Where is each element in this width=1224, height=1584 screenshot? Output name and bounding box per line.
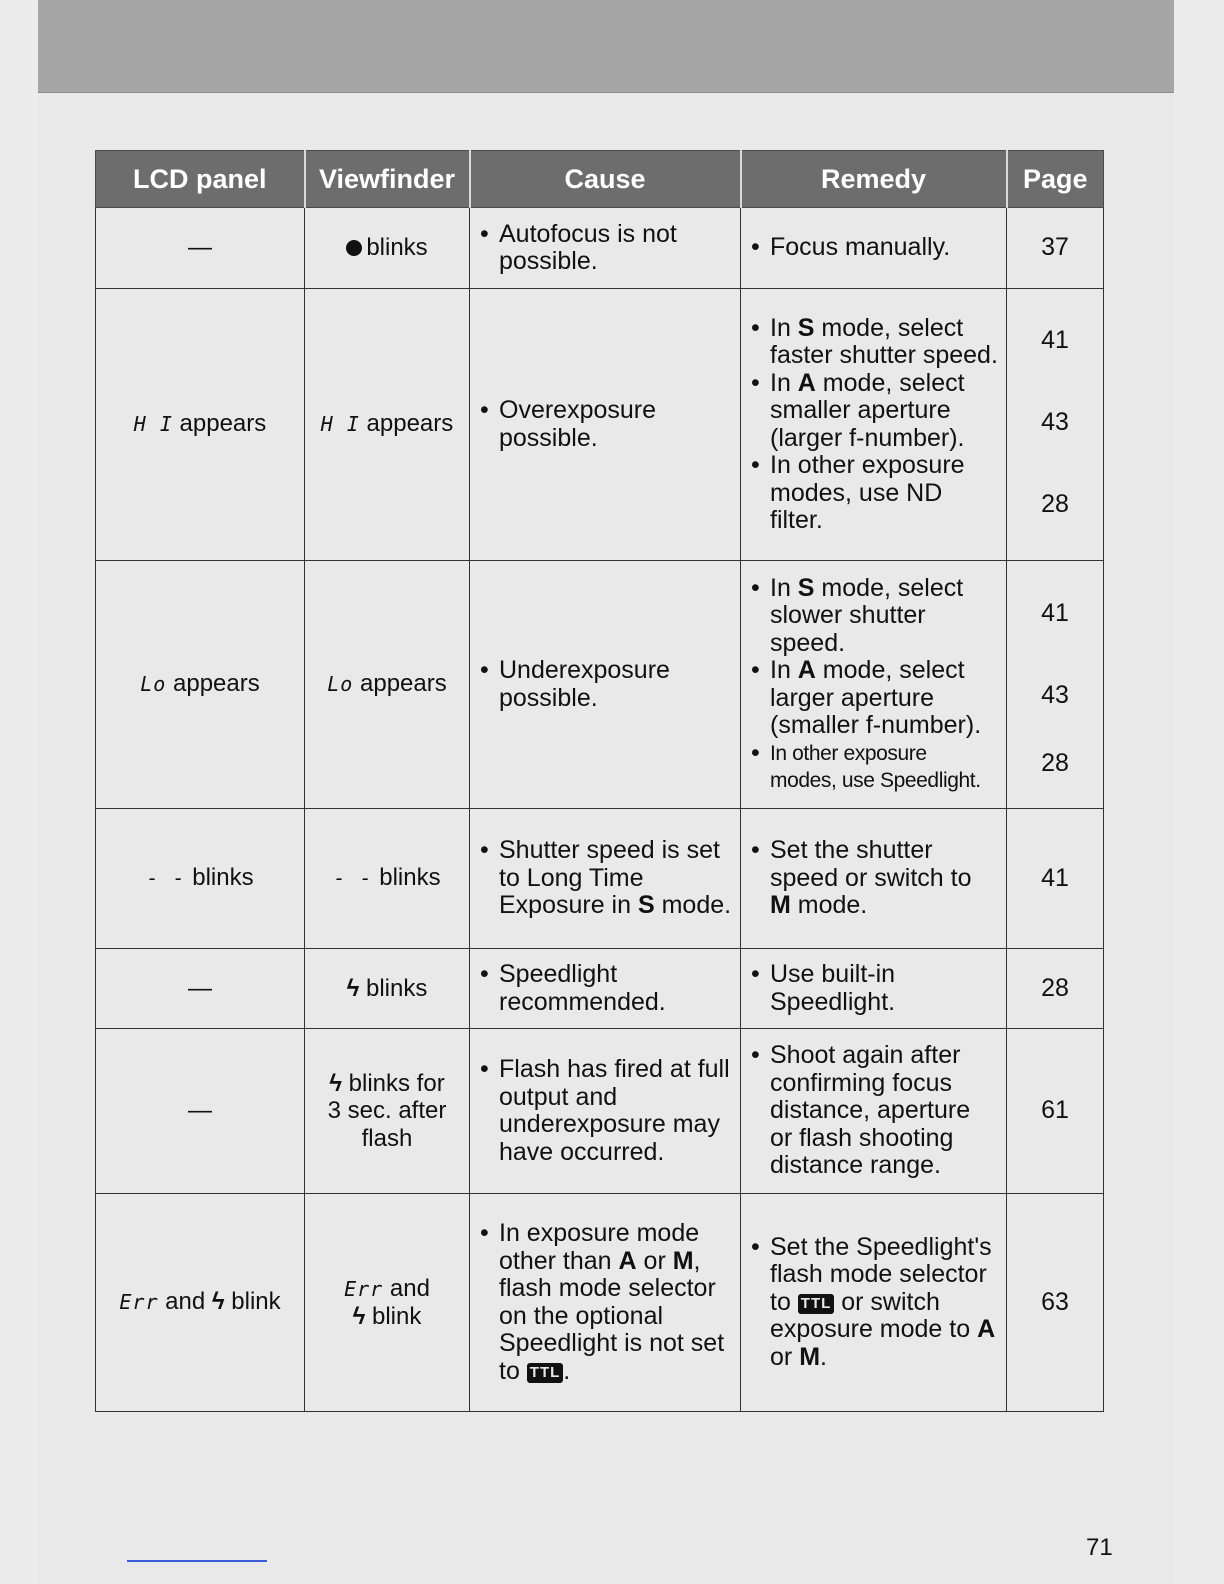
viewfinder-err-symbol: Err [344, 1276, 384, 1301]
lcd-cell [96, 809, 305, 949]
remedy-text [770, 370, 998, 453]
page-cell [1007, 1194, 1104, 1412]
remedy-text [770, 657, 998, 740]
cause-text-part: Shutter speed is set to Long Time Exposure in [499, 836, 720, 920]
remedy-text [770, 1234, 998, 1372]
remedy-text [770, 837, 998, 920]
viewfinder-text: flash [361, 1124, 413, 1152]
cause-text-part: In exposure mode other than [499, 1219, 700, 1275]
page-number: 63 [1041, 1287, 1069, 1316]
remedy-text-part: In [770, 656, 798, 684]
viewfinder-cell [305, 561, 470, 809]
lcd-dash-symbol: - - [146, 866, 186, 891]
page-cell [1007, 1029, 1104, 1194]
remedy-text-part: mode, select faster shutter speed. [770, 313, 998, 369]
remedy-cell [741, 809, 1007, 949]
table-row [96, 561, 1104, 809]
remedy-cell [741, 1194, 1007, 1412]
mode-letter: M [672, 1246, 694, 1275]
table-row [96, 809, 1104, 949]
focus-indicator-dot-icon [346, 240, 362, 256]
page-number: 41 [1041, 863, 1069, 892]
lcd-text: blink [231, 1288, 281, 1316]
viewfinder-hi-symbol: H I [320, 412, 360, 437]
bullet-icon: • [480, 656, 489, 684]
column-header-remedy: Remedy [741, 151, 1007, 208]
bullet-icon: • [480, 960, 489, 988]
remedy-text-part: In [770, 368, 798, 397]
flash-icon: ϟ [346, 974, 360, 1002]
cause-text: Overexposure possible. [499, 396, 657, 452]
remedy-text-part: or switch exposure mode to [770, 1287, 978, 1344]
lcd-cell [96, 949, 305, 1029]
viewfinder-text: appears [366, 410, 454, 438]
remedy-cell [741, 289, 1007, 561]
bullet-icon: • [751, 313, 760, 342]
remedy-text [770, 575, 998, 658]
header-band [38, 0, 1174, 93]
mode-letter: S [797, 573, 815, 602]
troubleshooting-table [95, 150, 1104, 1412]
remedy-text: Focus manually. [770, 233, 951, 262]
cause-text: Underexposure possible. [499, 656, 670, 712]
page-number: 41 [1041, 326, 1069, 354]
remedy-text-part: or [770, 1342, 800, 1371]
bullet-icon: • [751, 1232, 760, 1261]
viewfinder-text: 3 sec. after [327, 1097, 447, 1125]
bullet-icon: • [751, 1041, 760, 1070]
ttl-icon: TTL [527, 1363, 564, 1383]
remedy-text-part: Set the shutter speed or switch to [770, 836, 972, 892]
lcd-cell [96, 561, 305, 809]
mode-letter: A [618, 1246, 637, 1275]
bullet-icon: • [480, 396, 489, 424]
table-row [96, 1194, 1104, 1412]
table-row [96, 289, 1104, 561]
viewfinder-lo-symbol: Lo [327, 672, 354, 697]
remedy-text [770, 315, 998, 370]
remedy-text-part: . [820, 1342, 827, 1371]
bullet-icon: • [480, 1055, 489, 1083]
remedy-text-part: In [770, 573, 798, 602]
cause-text [499, 837, 732, 920]
table-header-row [96, 151, 1104, 208]
viewfinder-text: and [389, 1274, 430, 1302]
page-number: 41 [1041, 599, 1069, 627]
column-header-cause: Cause [470, 151, 741, 208]
page-cell [1007, 289, 1104, 561]
page-folio-number: 71 [1086, 1534, 1113, 1561]
lcd-text: — [188, 974, 212, 1002]
page-cell [1007, 561, 1104, 809]
table-row [96, 1029, 1104, 1194]
cause-cell [470, 208, 741, 289]
cause-cell [470, 289, 741, 561]
remedy-cell [741, 1029, 1007, 1194]
mode-letter: A [797, 368, 816, 397]
page-number: 43 [1041, 681, 1069, 709]
cause-text-part: . [563, 1356, 571, 1385]
cause-cell [470, 1029, 741, 1194]
remedy-text: In other exposure modes, use Speedlight. [770, 741, 981, 792]
remedy-text-part: Set the Speedlight's flash mode selector to [770, 1232, 992, 1316]
remedy-text: Use built-in Speedlight. [770, 960, 896, 1016]
bullet-icon: • [480, 219, 489, 248]
page-number: 28 [1041, 749, 1069, 777]
page-number: 37 [1041, 233, 1069, 262]
lcd-err-symbol: Err [119, 1290, 159, 1315]
page-cell [1007, 809, 1104, 949]
cause-text: Speedlight recommended. [499, 960, 666, 1016]
cause-text-part: , flash mode selector on the optional Speedlight is not set to [499, 1246, 725, 1385]
viewfinder-cell [305, 289, 470, 561]
cause-cell [470, 561, 741, 809]
bullet-icon: • [480, 836, 489, 865]
lcd-text: — [188, 234, 212, 262]
lcd-lo-symbol: Lo [140, 672, 167, 697]
footer-rule [127, 1560, 267, 1562]
remedy-text: Shoot again after confirming focus distance, aperture or flash shooting distance range. [770, 1041, 971, 1180]
page-number: 28 [1041, 973, 1069, 1002]
column-header-lcd-panel: LCD panel [96, 151, 305, 208]
lcd-text: appears [173, 670, 260, 698]
lcd-text: appears [179, 410, 267, 438]
remedy-cell [741, 208, 1007, 289]
page-number: 43 [1041, 408, 1069, 436]
viewfinder-dash-symbol: - - [333, 866, 373, 891]
bullet-icon: • [751, 960, 760, 988]
lcd-text: — [188, 1097, 212, 1125]
mode-letter: S [637, 891, 655, 920]
cause-text-part: mode. [654, 891, 732, 920]
page-cell [1007, 208, 1104, 289]
column-header-viewfinder: Viewfinder [305, 151, 470, 208]
cause-text: Flash has fired at full output and underexposure may have occurred. [499, 1055, 730, 1166]
lcd-hi-symbol: H I [133, 412, 173, 437]
lcd-text: and [165, 1288, 206, 1316]
lcd-cell [96, 208, 305, 289]
flash-icon: ϟ [329, 1069, 342, 1097]
viewfinder-text: blinks [366, 234, 428, 262]
remedy-text-part: mode. [790, 891, 868, 920]
table-row [96, 208, 1104, 289]
bullet-icon: • [751, 738, 760, 767]
viewfinder-text: blinks for [348, 1069, 445, 1097]
remedy-cell [741, 561, 1007, 809]
viewfinder-text: blink [372, 1303, 422, 1330]
page-number: 61 [1041, 1096, 1069, 1125]
remedy-text-part: mode, select smaller aperture (larger f-number). [770, 368, 965, 452]
flash-icon: ϟ [352, 1303, 366, 1330]
lcd-cell [96, 1029, 305, 1194]
viewfinder-text: appears [360, 670, 447, 698]
viewfinder-text: blinks [379, 864, 441, 892]
bullet-icon: • [480, 1219, 489, 1247]
remedy-text-part: mode, select larger aperture (smaller f-number). [770, 656, 982, 739]
lcd-cell [96, 289, 305, 561]
mode-letter: A [977, 1315, 996, 1344]
bullet-icon: • [751, 573, 760, 602]
viewfinder-cell [305, 1029, 470, 1194]
bullet-icon: • [751, 656, 760, 684]
lcd-text: blinks [192, 864, 254, 892]
viewfinder-text: blinks [366, 974, 428, 1002]
cause-cell [470, 949, 741, 1029]
mode-letter: S [797, 313, 815, 342]
ttl-icon: TTL [798, 1294, 835, 1314]
cause-cell [470, 809, 741, 949]
viewfinder-cell [305, 949, 470, 1029]
remedy-text-part: In [770, 313, 798, 342]
cause-text: Autofocus is not possible. [499, 219, 677, 275]
remedy-text: In other exposure modes, use ND filter. [770, 451, 965, 534]
viewfinder-cell [305, 809, 470, 949]
column-header-page: Page [1007, 151, 1104, 208]
bullet-icon: • [751, 233, 760, 262]
mode-letter: M [799, 1342, 821, 1371]
page-cell [1007, 949, 1104, 1029]
remedy-text-part: mode, select slower shutter speed. [770, 573, 964, 657]
remedy-cell [741, 949, 1007, 1029]
cause-text-part: or [636, 1246, 673, 1275]
flash-icon: ϟ [211, 1288, 225, 1316]
page-number: 28 [1041, 490, 1069, 518]
bullet-icon: • [751, 836, 760, 865]
viewfinder-cell [305, 1194, 470, 1412]
viewfinder-cell [305, 208, 470, 289]
cause-text [499, 1220, 732, 1385]
mode-letter: M [770, 891, 791, 920]
bullet-icon: • [751, 368, 760, 397]
lcd-cell [96, 1194, 305, 1412]
table-row [96, 949, 1104, 1029]
cause-cell [470, 1194, 741, 1412]
bullet-icon: • [751, 451, 760, 479]
mode-letter: A [797, 656, 816, 684]
